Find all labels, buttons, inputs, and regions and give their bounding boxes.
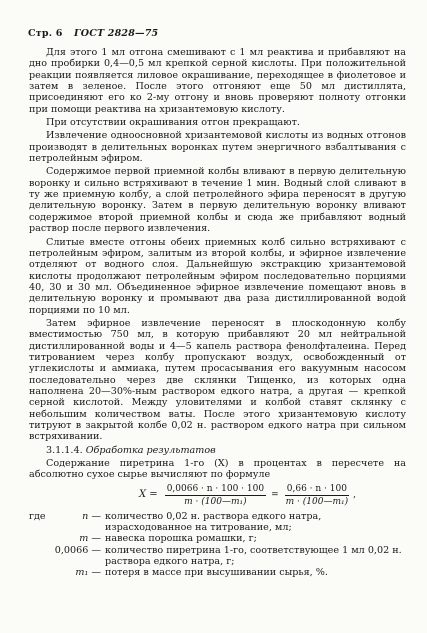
where-word: где (29, 510, 46, 522)
variable-definition (29, 533, 406, 544)
formula-lhs: X = (139, 489, 158, 501)
page-number: Стр. 6 (28, 28, 63, 39)
formula-denominator-1: m · (100—m₁) (184, 496, 247, 507)
section-heading (29, 445, 406, 456)
paragraph: Для этого 1 мл отгона смешивают с 1 мл реактива и прибавляют на дно пробирки 0,4—0,5 мл крепкой серной кислоты. При положительной реакции появляется лиловое окрашивание, переходящее в фиолетовое и затем в зеленое. После этого отгоняют еще 50 мл дистиллята, присоединяют его ко 2-му отгону и вновь проверяют полноту отгонки при помощи реактива на хризантемовую кислоту. (29, 47, 406, 115)
variable-symbol: где n — (29, 510, 101, 522)
variable-description: количество 0,02 н. раствора едкого натра, израсходованное на титрование, мл; (105, 510, 322, 534)
formula-numerator-1: 0,0066 · n · 100 · 100 (166, 483, 265, 494)
variable-symbol: m₁ — (75, 567, 101, 579)
standard-number: ГОСТ 2828—75 (74, 28, 159, 39)
formula-fraction-1 (165, 484, 266, 507)
paragraph: Содержимое первой приемной колбы вливают в первую делительную воронку и сильно встряхивают в течение 1 мин. Водный слой сливают в ту же приемную колбу, а слой петролейного эфира переносят в другую делительную воронку. Затем в первую делительную воронку вливают содержимое второй приемной колбы и сюда же прибавляют водный раствор после первого извлечения. (29, 166, 406, 235)
variable-definition (29, 567, 406, 578)
paragraph: Слитые вместе отгоны обеих приемных колб сильно встряхивают с петролейным эфиром, залитым из второй колбы, и эфирное извлечение отделяют от водного слоя. Дальнейшую экстракцию хризантемовой кислоты продолжают петролейным эфиром последовательно порциями 40, 30 и 30 мл. Объединенное эфирное извлечение помещают вновь в делительную воронку и промывают два раза дистиллированной водой порциями по 10 мл. (29, 236, 406, 316)
variable-definition (29, 511, 406, 534)
formula-numerator-2: 0,66 · n · 100 (286, 483, 347, 494)
variable-definitions (29, 511, 406, 579)
document-body (29, 47, 406, 579)
variable-description: количество пиретрина 1-го, соответствующее 1 мл 0,02 н. раствора едкого натра, г; (105, 544, 402, 568)
formula-equals: = (271, 490, 279, 501)
variable-definition (29, 545, 406, 568)
formula-tail: , (353, 490, 356, 501)
formula-denominator-2: m · (100—m₁) (285, 496, 349, 507)
formula-intro: Содержание пиретрина 1-го (X) в процентах в пересчете на абсолютно сухое сырье вычисляют по формуле (29, 458, 406, 481)
page-header (28, 28, 158, 39)
formula (89, 484, 406, 507)
paragraph: Затем эфирное извлечение переносят в плоскодонную колбу вместимостью 750 мл, в которую прибавляют 20 мл нейтральной дистиллированной воды и 4—5 капель раствора фенолфталеина. Перед титрованием через колбу пропускают воздух, освобожденный от углекислоты и аммиака, путем просасывания его вакуумным насосом последовательно через две склянки Тищенко, из которых одна наполнена 20—30%-ным раствором едкого натра, а другая — крепкой серной кислотой. Между уловителями и колбой ставят склянку с небольшим количеством ваты. После этого хризантемовую кислоту титруют в закрытой колбе 0,02 н. раствором едкого натра при сильном встряхивании. (29, 317, 406, 443)
variable-description: навеска порошка ромашки, г; (105, 533, 257, 545)
variable-description: потеря в массе при высушивании сырья, %. (105, 567, 328, 579)
paragraph: Извлечение одноосновной хризантемовой кислоты из водных отгонов производят в делительных воронках путем энергичного взбалтывания с петролейным эфиром. (29, 130, 406, 165)
paragraph: При отсутствии окрашивания отгон прекращают. (46, 117, 300, 129)
section-title: Обработка результатов (85, 444, 216, 456)
variable-symbol: 0,0066 — (54, 544, 101, 556)
variable-symbol: m — (79, 533, 101, 545)
section-number: 3.1.1.4. (46, 444, 83, 456)
formula-fraction-2 (284, 484, 350, 507)
